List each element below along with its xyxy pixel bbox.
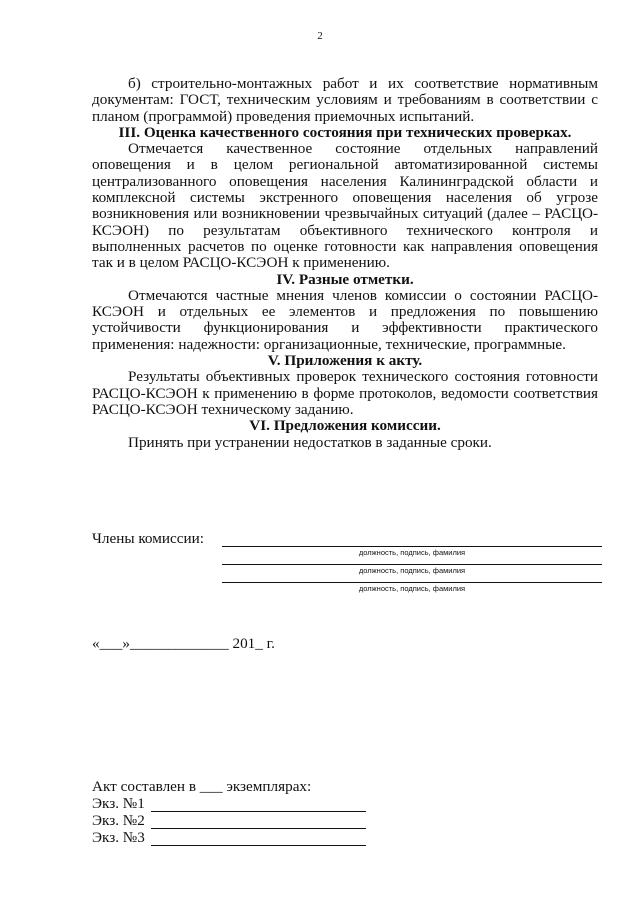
signature-line-2: [222, 564, 602, 565]
section-4-title: IV. Разные отметки.: [276, 270, 414, 288]
page-number: 2: [317, 30, 323, 42]
section-3-title: III. Оценка качественного состояния при технических проверках.: [118, 123, 572, 141]
copy-1-line: [151, 797, 366, 812]
copy-row-2: [92, 812, 366, 829]
copy-3-label: Экз. №3: [92, 829, 145, 846]
signature-caption-1: должность, подпись, фамилия: [358, 548, 466, 557]
item-b-paragraph: б) строительно-монтажных работ и их соответствие нормативным документам: ГОСТ, техническим условиям и требованиям в соответствии с планом (программой) проведения приемочных испытаний.: [92, 75, 598, 125]
signature-line-1: [222, 546, 602, 547]
section-5-text: Результаты объективных проверок технического состояния готовности РАСЦО-КСЭОН к применению в форме протоколов, ведомости соответствия РАСЦО-КСЭОН техническому заданию.: [92, 368, 598, 418]
section-4-text: Отмечаются частные мнения членов комиссии о состоянии РАСЦО-КСЭОН и отдельных ее элементов и предложения по повышению устойчивости функционирования и эффективности практического применения: надежности: организационные, технические, программные.: [92, 286, 598, 353]
document-body: [92, 76, 598, 451]
copy-2-label: Экз. №2: [92, 812, 145, 829]
copies-block: [92, 778, 366, 846]
signature-caption-2: должность, подпись, фамилия: [358, 566, 466, 575]
section-6-text: Принять при устранении недостатков в заданные сроки.: [128, 433, 492, 451]
signature-line-3: [222, 582, 602, 583]
signature-caption-3: должность, подпись, фамилия: [358, 584, 466, 593]
copies-made-in: Акт составлен в ___ экземплярах:: [92, 778, 312, 795]
commission-members-label: Члены комиссии:: [92, 530, 204, 547]
copy-row-1: [92, 795, 366, 812]
copy-2-line: [151, 814, 366, 829]
section-3-text: Отмечается качественное состояние отдельных направлений оповещения и в целом региональной автоматизированной системы централизованного оповещения населения Калининградской области и комплексной системы экстренного оповещения населения об угрозе возникновения или возникновении чрезвычайных ситуаций (далее – РАСЦО-КСЭОН) по результатам объективного технического контроля и выполненных расчетов по оценке готовности как направления оповещения так и в целом РАСЦО-КСЭОН к применению.: [92, 140, 598, 272]
section-6-title: VI. Предложения комиссии.: [249, 417, 441, 435]
section-5-title: V. Приложения к акту.: [267, 352, 423, 370]
date-line: «___»_____________ 201_ г.: [92, 635, 275, 652]
copy-1-label: Экз. №1: [92, 795, 145, 812]
copy-3-line: [151, 831, 366, 846]
copy-row-3: [92, 829, 366, 846]
